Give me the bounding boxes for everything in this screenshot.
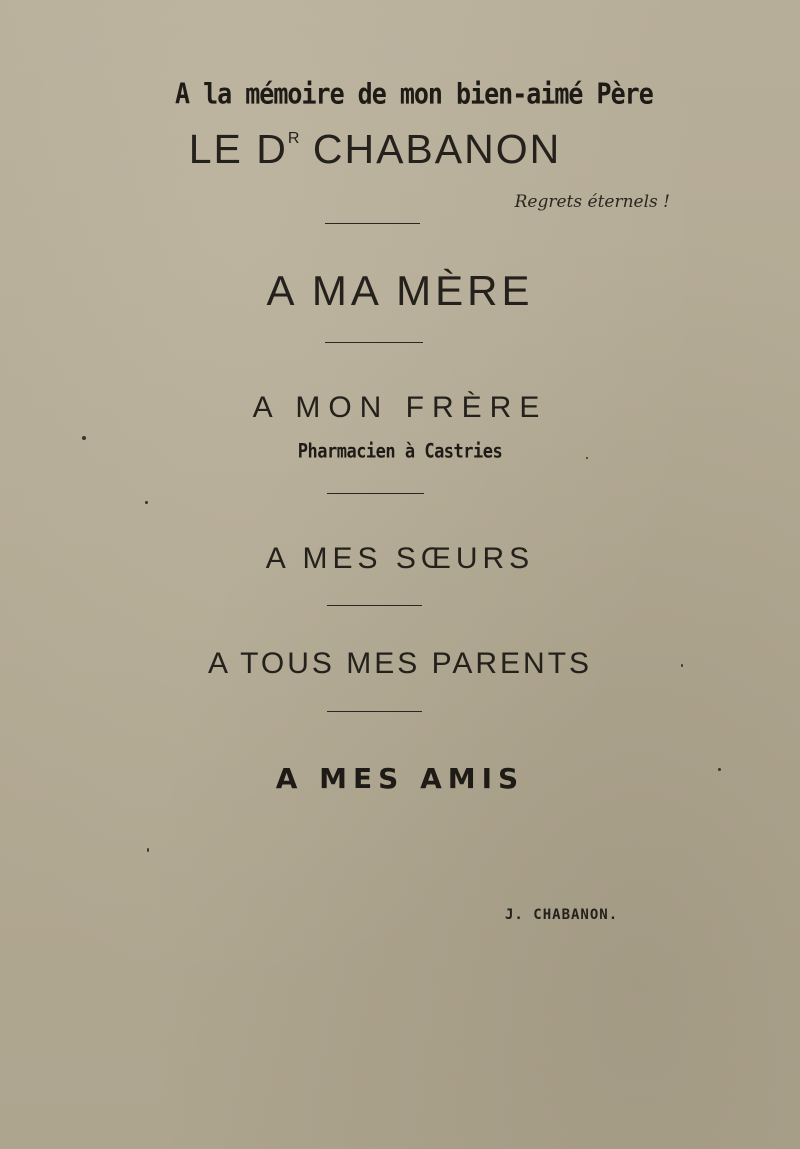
parents-dedication: A TOUS MES PARENTS — [207, 647, 593, 680]
divider-5 — [327, 711, 422, 712]
paper-speck — [586, 457, 588, 459]
paper-speck — [147, 848, 149, 852]
divider-3 — [327, 493, 424, 494]
father-title-superscript: R — [287, 130, 300, 147]
paper-speck — [718, 768, 721, 771]
paper-speck — [145, 501, 148, 504]
mother-dedication: A MA MÈRE — [266, 267, 534, 314]
father-surname: CHABANON — [299, 126, 562, 172]
paper-speck — [681, 664, 683, 667]
friends-dedication: A MES AMIS — [275, 762, 525, 795]
father-title: LE D — [188, 126, 288, 172]
divider-2 — [325, 342, 423, 343]
brother-dedication: A MON FRÈRE — [252, 391, 548, 424]
divider-4 — [327, 605, 422, 606]
sisters-dedication: A MES SŒURS — [265, 542, 535, 575]
memory-line: A la mémoire de mon bien-aimé Père — [175, 77, 653, 111]
signature: J. CHABANON. — [505, 907, 619, 923]
father-name — [140, 126, 610, 173]
paper-speck — [82, 436, 86, 440]
regrets-line: Regrets éternels ! — [514, 192, 670, 212]
divider-1 — [325, 223, 420, 224]
brother-occupation: Pharmacien à Castries — [297, 440, 503, 463]
